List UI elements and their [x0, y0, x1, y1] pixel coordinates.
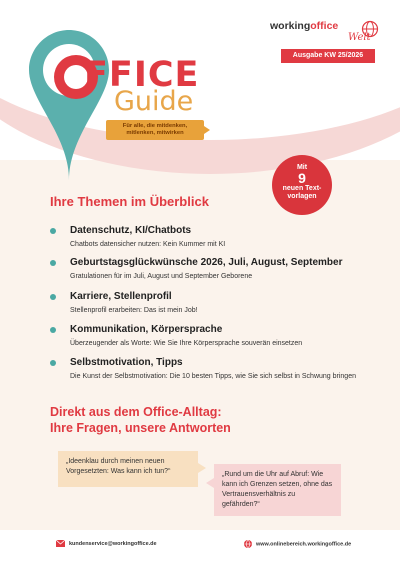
topic-subtitle: Die Kunst der Selbstmotivation: Die 10 besten Tipps, wie Sie sich selbst in Schwung bringen — [70, 373, 356, 380]
footer-web[interactable] — [244, 540, 351, 548]
topic-item — [50, 224, 360, 250]
bullet-dot — [50, 360, 56, 366]
topic-title: Datenschutz, KI/Chatbots — [70, 225, 192, 236]
topic-subtitle: Chatbots datensicher nutzen: Kein Kummer mit KI — [70, 241, 226, 248]
topic-item — [50, 323, 360, 349]
bullet-dot — [50, 260, 56, 266]
footer-email-text: kundenservice@workingoffice.de — [69, 540, 157, 547]
topic-title: Selbstmotivation, Tipps — [70, 357, 183, 368]
daily-heading-line1: Direkt aus dem Office-Alltag: — [50, 405, 222, 419]
topic-item — [50, 356, 360, 382]
topic-subtitle: Stellenprofil erarbeiten: Das ist mein Job! — [70, 307, 198, 314]
bullet-dot — [50, 228, 56, 234]
guide-wordmark: Guide — [114, 86, 194, 117]
new-templates-badge — [272, 155, 332, 215]
envelope-icon — [56, 540, 65, 547]
footer-web-text: www.onlinebereich.workingoffice.de — [256, 541, 352, 548]
brand-name-part1: working — [270, 20, 311, 32]
topic-item — [50, 256, 360, 282]
brand-welt: Welt — [348, 32, 371, 43]
topic-title: Kommunikation, Körpersprache — [70, 324, 223, 335]
topic-subtitle: Gratulationen für im Juli, August und September Geborene — [70, 273, 253, 280]
globe-icon — [244, 540, 252, 548]
office-wordmark: FFICE — [84, 55, 200, 95]
footer-email[interactable] — [56, 540, 157, 547]
badge-line3: neuen Text- — [282, 185, 322, 192]
daily-heading-line2: Ihre Fragen, unsere Antworten — [50, 421, 231, 435]
office-daily-heading — [50, 404, 231, 436]
topic-subtitle: Überzeugender als Worte: Wie Sie Ihre Körpersprache souverän einsetzen — [70, 340, 303, 347]
badge-line1: Mit — [296, 164, 308, 171]
question-bubble: „Rund um die Uhr auf Abruf: Wie kann ich Grenzen setzen, ohne das Vertrauensverhältnis zu gefährden?“ — [214, 464, 341, 516]
topic-title: Karriere, Stellenprofil — [70, 291, 172, 302]
bullet-dot — [50, 327, 56, 333]
footer — [0, 530, 400, 564]
tagline-banner: Für alle, die mitdenken, mitlenken, mitwirken — [106, 120, 204, 140]
badge-number: 9 — [298, 170, 306, 186]
map-pin-logo — [29, 30, 109, 180]
question-bubble: „Ideenklau durch meinen neuen Vorgesetzten: Was kann ich tun?“ — [58, 451, 198, 487]
brand-logo — [270, 20, 380, 43]
themes-heading: Ihre Themen im Überblick — [50, 194, 209, 209]
issue-badge: Ausgabe KW 25/2026 — [281, 49, 375, 63]
topic-title: Geburtstagsglückwünsche 2026, Juli, August, September — [70, 257, 343, 268]
topic-item — [50, 290, 360, 316]
brand-name-part2: office — [310, 20, 339, 32]
bullet-dot — [50, 294, 56, 300]
badge-line4: vorlagen — [287, 193, 317, 200]
globe-icon — [361, 20, 379, 38]
